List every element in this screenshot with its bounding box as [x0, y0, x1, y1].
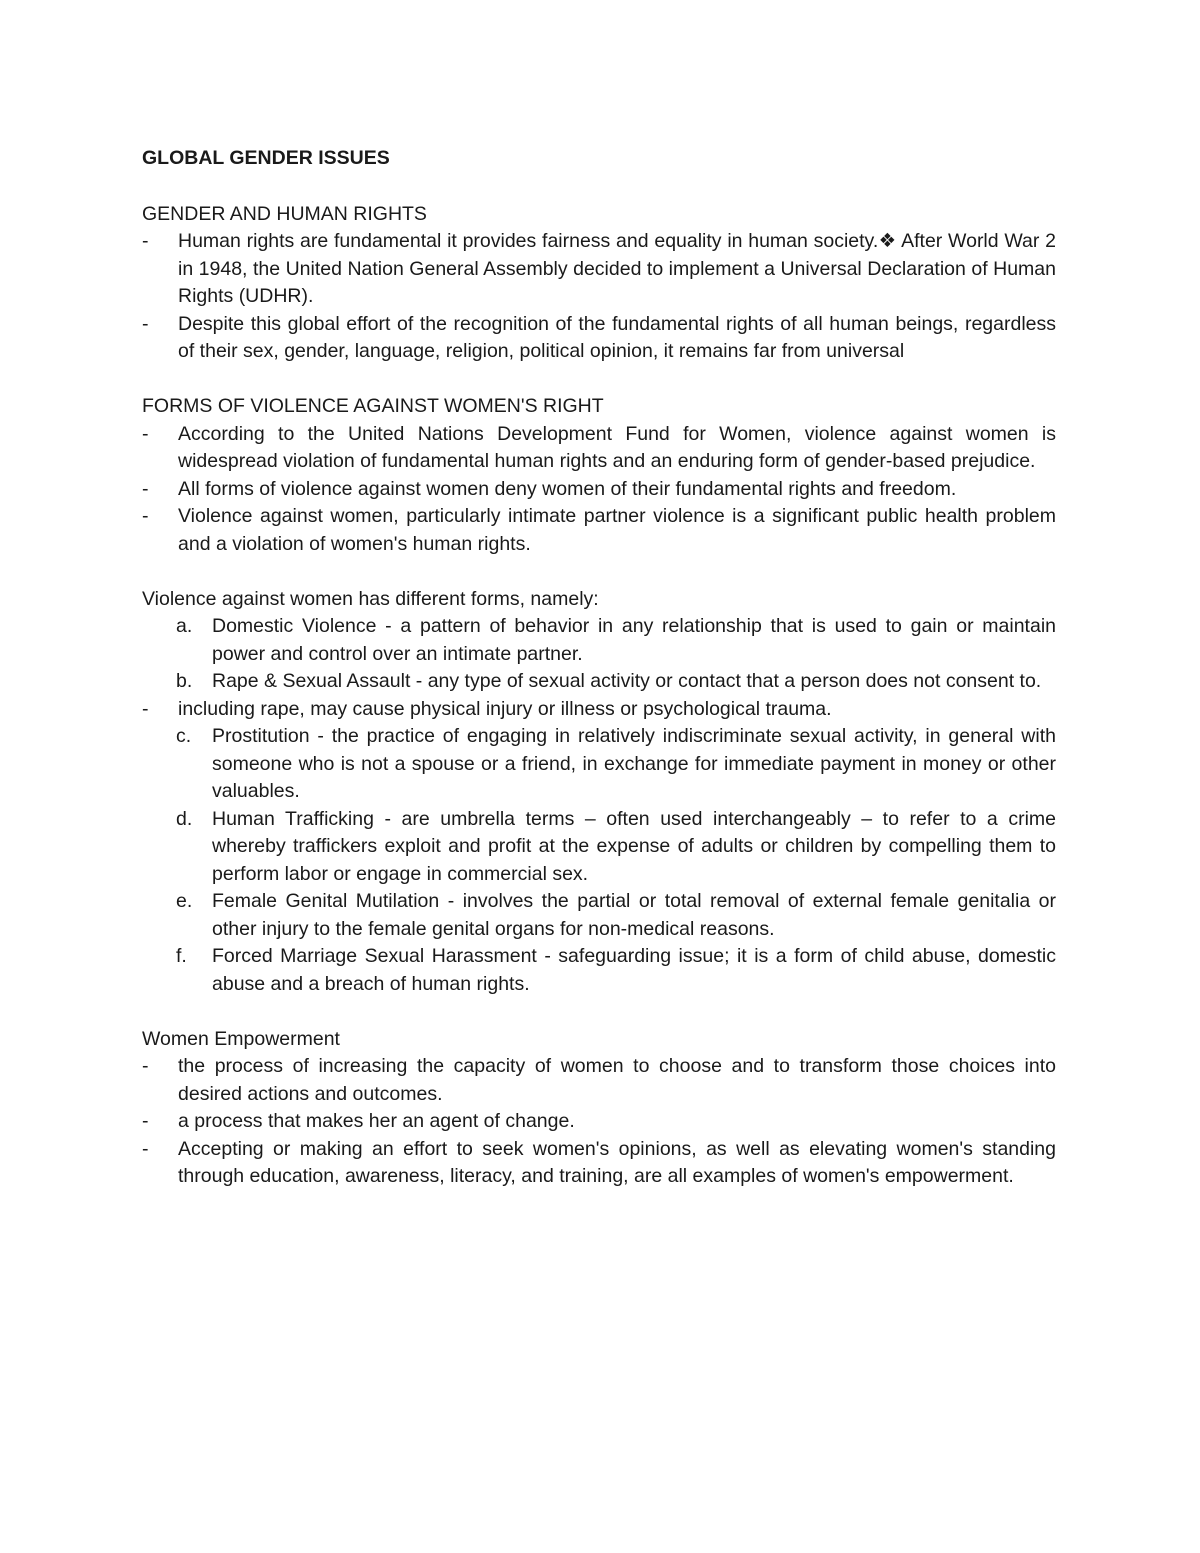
lettered-list-item — [142, 668, 1056, 696]
section — [142, 1026, 1056, 1191]
bullet-list-item — [142, 696, 1056, 724]
list-marker: - — [142, 1110, 149, 1132]
section-heading: FORMS OF VIOLENCE AGAINST WOMEN'S RIGHT — [142, 395, 604, 417]
list-item-text: the process of increasing the capacity of women to choose and to transform those choices into desired actions and outcomes. — [178, 1055, 1056, 1105]
lettered-list-item — [142, 723, 1056, 806]
list-item-text: Female Genital Mutilation - involves the partial or total removal of external female genitalia or other injury to the female genital organs for non-medical reasons. — [212, 890, 1056, 940]
list-item-text: Violence against women, particularly intimate partner violence is a significant public health problem and a violation of women's human rights. — [178, 505, 1056, 555]
list-item-text: All forms of violence against women deny women of their fundamental rights and freedom. — [178, 477, 957, 500]
list-item-text: Human Trafficking - are umbrella terms – often used interchangeably – to refer to a crime whereby traffickers exploit and profit at the expense of adults or children by compelling them to perform labor or engage in commercial sex. — [212, 807, 1056, 885]
list-marker: e. — [176, 890, 193, 912]
list-marker: - — [142, 477, 149, 500]
section-heading: Violence against women has different forms, namely: — [142, 587, 599, 610]
section — [142, 586, 1056, 999]
list-marker: - — [142, 697, 149, 720]
bullet-list-item — [142, 1136, 1056, 1191]
list-marker: - — [142, 505, 149, 527]
bullet-list-item — [142, 1108, 1056, 1136]
bullet-list-item — [142, 228, 1056, 311]
list-marker: - — [142, 312, 149, 335]
list-item-text: Domestic Violence - a pattern of behavior in any relationship that is used to gain or maintain power and control over an intimate partner. — [212, 615, 1056, 665]
list-item-text: Accepting or making an effort to seek women's opinions, as well as elevating women's standing through education, awareness, literacy, and training, are all examples of women's empowerment. — [178, 1137, 1056, 1187]
bullet-list-item — [142, 503, 1056, 558]
list-item-text: According to the United Nations Development Fund for Women, violence against women is widespread violation of fundamental human rights and an enduring form of gender-based prejudice. — [178, 422, 1056, 472]
lettered-list-item — [142, 943, 1056, 998]
lettered-list-item — [142, 806, 1056, 889]
list-item-text: including rape, may cause physical injury or illness or psychological trauma. — [178, 697, 832, 720]
list-marker: f. — [176, 945, 187, 967]
list-item-text: Human rights are fundamental it provides fairness and equality in human society.❖ After World War 2 in 1948, the United Nation General Assembly decided to implement a Universal Declaration of Human Rights (UDHR). — [178, 230, 1056, 307]
list-item-text: a process that makes her an agent of change. — [178, 1110, 575, 1132]
list-item-text: Prostitution - the practice of engaging in relatively indiscriminate sexual activity, in general with someone who is not a spouse or a friend, in exchange for immediate payment in money or other valuables. — [212, 725, 1056, 802]
list-item-text: Despite this global effort of the recognition of the fundamental rights of all human beings, regardless of their sex, gender, language, religion, political opinion, it remains far from universal — [178, 312, 1056, 362]
bullet-list-item — [142, 1053, 1056, 1108]
list-marker: - — [142, 422, 149, 445]
list-marker: d. — [176, 807, 193, 830]
document-page — [142, 145, 1056, 1218]
list-marker: c. — [176, 725, 192, 747]
list-marker: - — [142, 1137, 149, 1160]
list-marker: b. — [176, 670, 193, 692]
bullet-list-item — [142, 421, 1056, 476]
list-marker: - — [142, 1055, 149, 1077]
document-title: GLOBAL GENDER ISSUES — [142, 147, 390, 169]
list-item-text: Rape & Sexual Assault - any type of sexual activity or contact that a person does not consent to. — [212, 670, 1042, 692]
section — [142, 393, 1056, 558]
list-marker: - — [142, 230, 149, 252]
lettered-list-item — [142, 888, 1056, 943]
lettered-list-item — [142, 613, 1056, 668]
bullet-list-item — [142, 311, 1056, 366]
bullet-list-item — [142, 476, 1056, 504]
list-marker: a. — [176, 615, 193, 637]
section — [142, 201, 1056, 366]
section-heading: GENDER AND HUMAN RIGHTS — [142, 202, 427, 225]
document-body — [142, 201, 1056, 1191]
section-heading: Women Empowerment — [142, 1027, 340, 1050]
list-item-text: Forced Marriage Sexual Harassment - safeguarding issue; it is a form of child abuse, domestic abuse and a breach of human rights. — [212, 945, 1056, 995]
